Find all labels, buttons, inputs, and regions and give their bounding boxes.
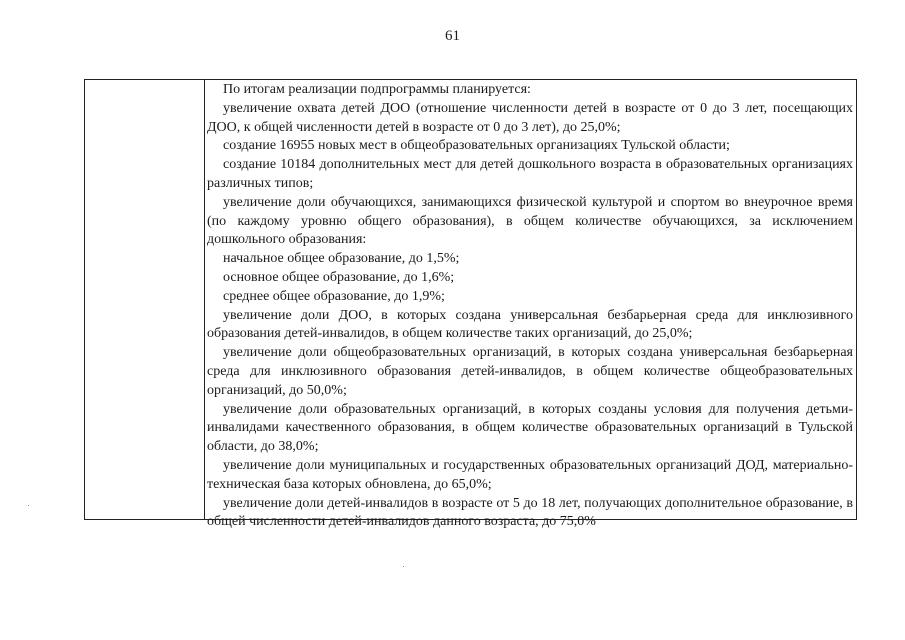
- scan-speck: [403, 566, 404, 567]
- list-item: увеличение доли детей-инвалидов в возрасте от 5 до 18 лет, получающих дополнительное образование, в общей численности детей-инвалидов данного возраста, до 75,0%: [207, 495, 853, 530]
- list-item: увеличение доли образовательных организаций, в которых созданы условия для получения детьми-инвалидами качественного образования, в общем количестве образовательных организаций в Тульской области, до 38,0%;: [207, 401, 853, 455]
- list-item: основное общее образование, до 1,6%;: [223, 269, 455, 285]
- list-item: увеличение охвата детей ДОО (отношение численности детей в возрасте от 0 до 3 лет, посещающих ДОО, к общей численности детей в возрасте от 0 до 3 лет), до 25,0%;: [207, 100, 853, 135]
- list-item: увеличение доли ДОО, в которых создана универсальная безбарьерная среда для инклюзивного образования детей-инвалидов, в общем количестве таких организаций, до 25,0%;: [207, 307, 853, 342]
- list-item: начальное общее образование, до 1,5%;: [223, 251, 460, 267]
- table-left-cell: [85, 80, 205, 519]
- list-item: создание 16955 новых мест в общеобразовательных организациях Тульской области;: [223, 138, 730, 154]
- list-item: увеличение доли муниципальных и государственных образовательных организаций ДОД, материально-техническая база которых обновлена, до 65,0%;: [207, 457, 853, 492]
- list-item: увеличение доли общеобразовательных организаций, в которых создана универсальная безбарьерная среда для инклюзивного образования детей-инвалидов, в общем количестве общеобразовательных организаций, до 50,0%;: [207, 345, 853, 398]
- results-table: [84, 79, 857, 530]
- list-item: создание 10184 дополнительных мест для детей дошкольного возраста в образовательных организациях различных типов;: [207, 157, 853, 191]
- list-item: увеличение доли обучающихся, занимающихся физической культурой и спортом во внеурочное время (по каждому уровню общего образования), в общем количестве обучающихся, за исключением дошкольного образования:: [207, 194, 853, 248]
- table-right-cell: [207, 81, 853, 532]
- intro-paragraph: По итогам реализации подпрограммы планируется:: [223, 82, 531, 97]
- page-number: 61: [445, 28, 460, 44]
- scan-speck: [28, 505, 29, 506]
- list-item: среднее общее образование, до 1,9%;: [223, 288, 445, 304]
